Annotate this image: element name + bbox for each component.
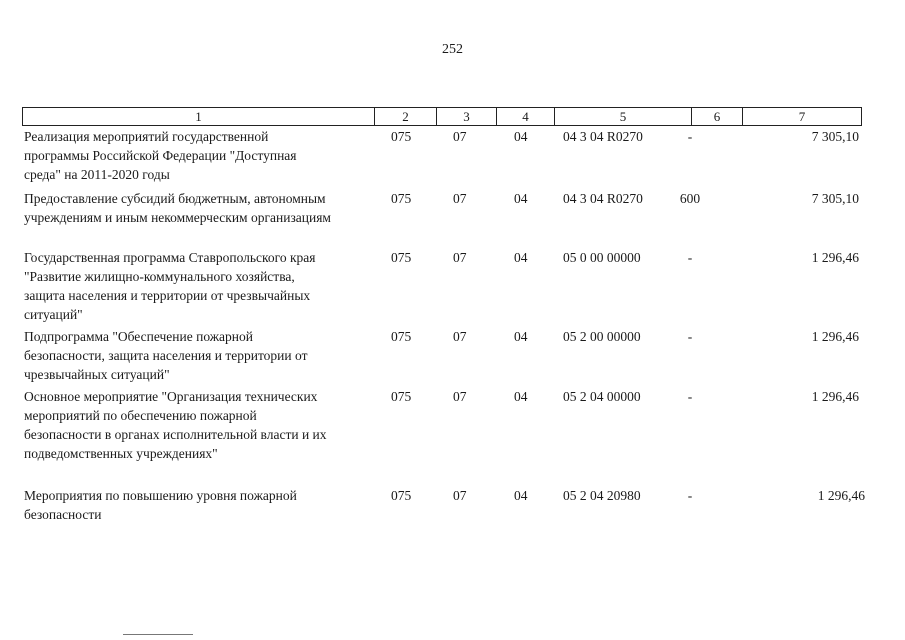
- row-description-line: Государственная программа Ставропольского края: [24, 250, 316, 265]
- header-col-5: 5: [554, 108, 691, 125]
- row-description-line: Основное мероприятие "Организация технических: [24, 389, 318, 404]
- row-ministry-code: 075: [391, 191, 412, 206]
- header-col-1: 1: [195, 109, 202, 124]
- row-section-code: 07: [453, 129, 467, 144]
- row-description-line: безопасности: [24, 507, 102, 522]
- row-description-line: программы Российской Федерации "Доступная: [24, 148, 297, 163]
- row-description-line: мероприятий по обеспечению пожарной: [24, 408, 257, 423]
- row-amount: 1 296,46: [817, 488, 865, 503]
- row-amount: 7 305,10: [811, 129, 859, 144]
- row-description-line: защита населения и территории от чрезвычайных: [24, 288, 311, 303]
- row-amount: 1 296,46: [811, 250, 859, 265]
- row-description-line: чрезвычайных ситуаций": [24, 367, 170, 382]
- row-subsection-code: 04: [514, 191, 528, 206]
- table-header: [22, 107, 862, 126]
- row-description-line: Реализация мероприятий государственной: [24, 129, 269, 144]
- row-description-line: учреждениям и иным некоммерческим организациям: [24, 210, 331, 225]
- row-description: [24, 127, 376, 184]
- footer-rule: [123, 634, 193, 635]
- row-expense-type: -: [687, 250, 693, 265]
- row-expense-type: -: [687, 129, 693, 144]
- header-col-7: 7: [742, 108, 861, 125]
- row-section-code: 07: [453, 191, 467, 206]
- row-subsection-code: 04: [514, 329, 528, 344]
- header-col-3: 3: [436, 108, 496, 125]
- row-ministry-code: 075: [391, 488, 412, 503]
- row-description-line: среда" на 2011-2020 годы: [24, 167, 170, 182]
- row-subsection-code: 04: [514, 488, 528, 503]
- row-expense-type: -: [687, 389, 693, 404]
- row-amount: 1 296,46: [811, 329, 859, 344]
- row-section-code: 07: [453, 329, 467, 344]
- row-section-code: 07: [453, 250, 467, 265]
- row-target-article: 05 0 00 00000: [563, 250, 641, 265]
- row-description-line: Предоставление субсидий бюджетным, автономным: [24, 191, 326, 206]
- row-description-line: Подпрограмма "Обеспечение пожарной: [24, 329, 253, 344]
- row-description: [24, 248, 376, 324]
- row-target-article: 04 3 04 R0270: [563, 129, 643, 144]
- row-description-line: Мероприятия по повышению уровня пожарной: [24, 488, 297, 503]
- row-expense-type: -: [687, 488, 693, 503]
- row-subsection-code: 04: [514, 250, 528, 265]
- row-target-article: 05 2 04 20980: [563, 488, 641, 503]
- row-description-line: ситуаций": [24, 307, 83, 322]
- page-number: 252: [442, 42, 463, 57]
- row-target-article: 05 2 00 00000: [563, 329, 641, 344]
- row-subsection-code: 04: [514, 129, 528, 144]
- row-expense-type: -: [687, 329, 693, 344]
- row-description: [24, 189, 376, 227]
- row-target-article: 04 3 04 R0270: [563, 191, 643, 206]
- row-section-code: 07: [453, 488, 467, 503]
- header-col-4: 4: [496, 108, 554, 125]
- header-col-6: 6: [691, 108, 742, 125]
- row-description-line: безопасности в органах исполнительной власти и их: [24, 427, 327, 442]
- row-ministry-code: 075: [391, 250, 412, 265]
- row-ministry-code: 075: [391, 329, 412, 344]
- row-description: [24, 486, 376, 524]
- row-ministry-code: 075: [391, 129, 412, 144]
- row-ministry-code: 075: [391, 389, 412, 404]
- row-target-article: 05 2 04 00000: [563, 389, 641, 404]
- row-description-line: подведомственных учреждениях": [24, 446, 218, 461]
- row-section-code: 07: [453, 389, 467, 404]
- row-amount: 7 305,10: [811, 191, 859, 206]
- row-description: [24, 327, 376, 384]
- header-col-2: 2: [374, 108, 436, 125]
- row-description-line: безопасности, защита населения и территории от: [24, 348, 308, 363]
- row-description: [24, 387, 376, 463]
- row-description-line: "Развитие жилищно-коммунального хозяйства,: [24, 269, 295, 284]
- row-expense-type: 600: [679, 191, 701, 206]
- row-subsection-code: 04: [514, 389, 528, 404]
- row-amount: 1 296,46: [811, 389, 859, 404]
